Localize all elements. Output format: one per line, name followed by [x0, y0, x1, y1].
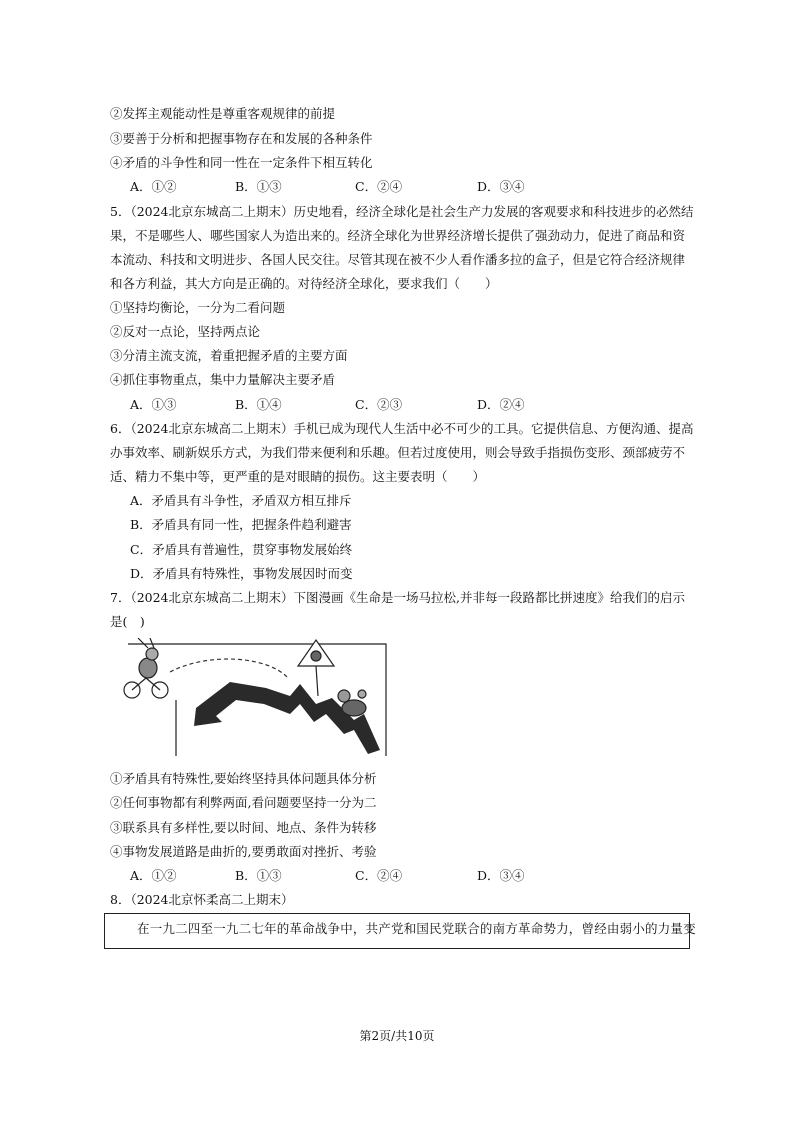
q5-item-2: ②反对一点论，坚持两点论: [110, 324, 261, 339]
q6-choice-a[interactable]: A．矛盾具有斗争性，矛盾双方相互排斥: [130, 493, 352, 508]
q5-stem-line-1: 5．（2024北京东城高二上期末）历史地看，经济全球化是社会生产力发展的客观要求和科技进步的必然结: [110, 204, 694, 219]
q5-item-1: ①坚持均衡论，一分为二看问题: [110, 300, 286, 315]
warning-sign: [298, 640, 334, 696]
q5-item-4: ④抓住事物重点，集中力量解决主要矛盾: [110, 372, 336, 387]
q5-stem-line-2: 果，不是哪些人、哪些国家人为造出来的。经济全球化为世界经济增长提供了强劲动力，促进了商品和资: [110, 228, 686, 243]
q6-choice-d[interactable]: D．矛盾具有特殊性，事物发展因时而变: [130, 566, 353, 581]
q4-item-3: ③要善于分析和把握事物存在和发展的各种条件: [110, 131, 373, 146]
q7-item-2: ②任何事物都有利弊两面,看问题要坚持一分为二: [110, 795, 377, 810]
q5-stem-line-4: 和各方利益，其大方向是正确的。对待经济全球化，要求我们（ ）: [110, 276, 498, 291]
q5-item-3: ③分清主流支流，着重把握矛盾的主要方面: [110, 348, 348, 363]
q8-header: 8．（2024北京怀柔高二上期末）: [110, 892, 294, 907]
q7-stem-line-2: 是( ): [110, 614, 145, 629]
rabbit-cyclist: [124, 638, 168, 698]
q7-option-c[interactable]: C．②④: [355, 868, 403, 883]
marathon-cartoon: [118, 638, 390, 760]
q4-option-d[interactable]: D．③④: [477, 179, 525, 194]
q8-material-box: [104, 913, 696, 949]
q7-option-a[interactable]: A．①②: [130, 868, 177, 883]
q7-item-1: ①矛盾具有特殊性,要始终坚持具体问题具体分析: [110, 771, 377, 786]
q7-stem-line-1: 7．（2024北京东城高二上期末）下图漫画《生命是一场马拉松,并非每一段路都比拼速度》给我们的启示: [110, 590, 685, 605]
q4-option-c[interactable]: C．②④: [355, 179, 403, 194]
q8-material-text: 在一九二四至一九二七年的革命战争中，共产党和国民党联合的南方革命势力，曾经由弱小的力量变: [137, 921, 696, 936]
zigzag-arrow: [194, 682, 380, 754]
q7-option-d[interactable]: D．③④: [477, 868, 525, 883]
q6-choice-c[interactable]: C．矛盾具有普遍性，贯穿事物发展始终: [130, 542, 353, 557]
q7-item-4: ④事物发展道路是曲折的,要勇敢面对挫折、考验: [110, 844, 377, 859]
q5-stem-line-3: 本流动、科技和文明进步、各国人民交往。尽管其现在被不少人看作潘多拉的盒子，但是它符合经济规律: [110, 252, 686, 267]
q4-option-b[interactable]: B．①③: [235, 179, 282, 194]
q5-option-b[interactable]: B．①④: [235, 397, 282, 412]
q6-stem-line-1: 6．（2024北京东城高二上期末）手机已成为现代人生活中必不可少的工具。它提供信息、方便沟通、提高: [110, 421, 694, 436]
q6-choice-b[interactable]: B．矛盾具有同一性，把握条件趋利避害: [130, 517, 352, 532]
q5-option-a[interactable]: A．①③: [130, 397, 177, 412]
q4-item-4: ④矛盾的斗争性和同一性在一定条件下相互转化: [110, 155, 373, 170]
q6-stem-line-3: 适、精力不集中等，更严重的是对眼睛的损伤。这主要表明（ ）: [110, 469, 486, 484]
q7-item-3: ③联系具有多样性,要以时间、地点、条件为转移: [110, 820, 377, 835]
q5-option-d[interactable]: D．②④: [477, 397, 525, 412]
q4-option-a[interactable]: A．①②: [130, 179, 177, 194]
q5-option-c[interactable]: C．②③: [355, 397, 403, 412]
q4-item-2: ②发挥主观能动性是尊重客观规律的前提: [110, 106, 336, 121]
q6-stem-line-2: 办事效率、刷新娱乐方式，为我们带来便利和乐趣。但若过度使用，则会导致手指损伤变形、颈部疲劳不: [110, 445, 686, 460]
q7-option-b[interactable]: B．①③: [235, 868, 282, 883]
page-number: 第2页/共10页: [359, 1029, 435, 1043]
